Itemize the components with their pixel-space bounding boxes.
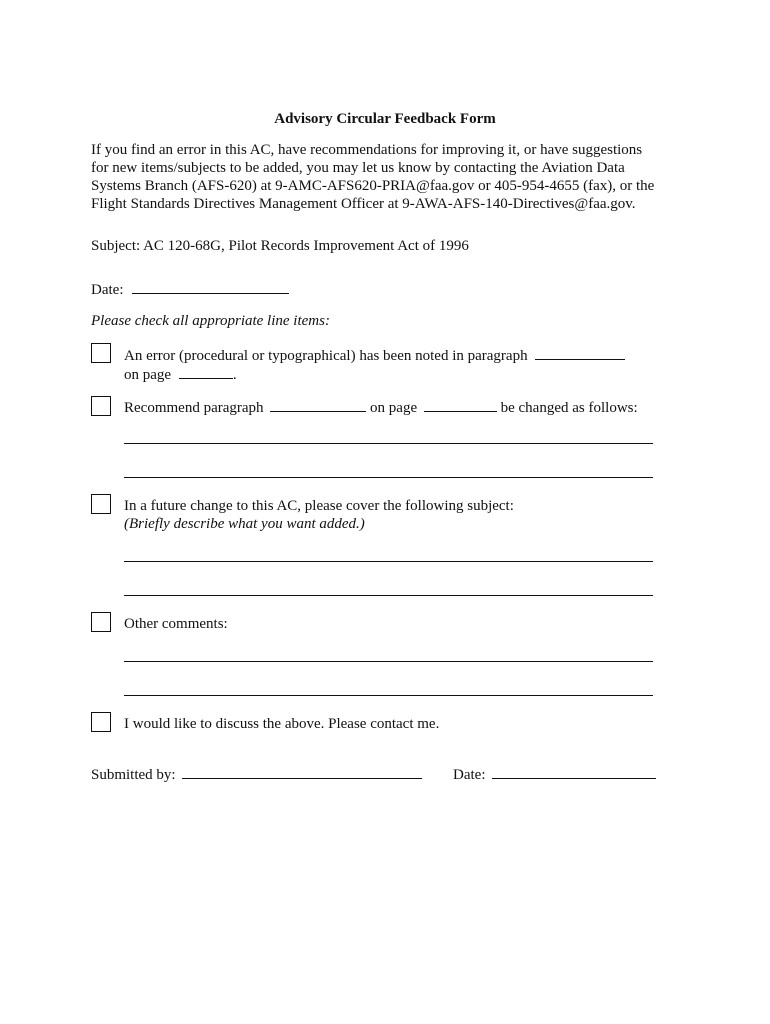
submitted-by-row bbox=[91, 764, 422, 784]
error-item-line1 bbox=[124, 345, 625, 365]
other-comments-line-2[interactable] bbox=[124, 695, 653, 696]
future-change-hint: (Briefly describe what you want added.) bbox=[124, 516, 365, 532]
recommend-item-line bbox=[124, 397, 638, 417]
recommend-change-text: be changed as follows: bbox=[500, 400, 638, 416]
recommend-page-field[interactable] bbox=[424, 397, 497, 412]
future-change-checkbox[interactable] bbox=[91, 494, 111, 514]
other-comments-label: Other comments: bbox=[124, 616, 228, 632]
recommend-answer-line-1[interactable] bbox=[124, 443, 653, 444]
form-title: Advisory Circular Feedback Form bbox=[274, 111, 496, 127]
submit-date-label: Date: bbox=[453, 767, 486, 783]
future-change-text: In a future change to this AC, please cover the following subject: bbox=[124, 498, 514, 514]
discuss-text: I would like to discuss the above. Please contact me. bbox=[124, 716, 440, 732]
date-field[interactable] bbox=[132, 279, 289, 294]
submit-date-row bbox=[453, 764, 656, 784]
recommend-paragraph-field[interactable] bbox=[270, 397, 366, 412]
intro-line: If you find an error in this AC, have recommendations for improving it, or have suggestions bbox=[91, 142, 643, 158]
error-page-field[interactable] bbox=[179, 364, 233, 379]
recommend-text: Recommend paragraph bbox=[124, 400, 264, 416]
error-item-text: An error (procedural or typographical) has been noted in paragraph bbox=[124, 348, 528, 364]
error-checkbox[interactable] bbox=[91, 343, 111, 363]
error-item-line2 bbox=[124, 364, 237, 384]
future-answer-line-2[interactable] bbox=[124, 595, 653, 596]
submitted-by-label: Submitted by: bbox=[91, 767, 176, 783]
date-label: Date: bbox=[91, 282, 124, 298]
instruction-text: Please check all appropriate line items: bbox=[91, 313, 330, 329]
error-paragraph-field[interactable] bbox=[535, 345, 625, 360]
subject-line: Subject: AC 120-68G, Pilot Records Improvement Act of 1996 bbox=[91, 238, 469, 254]
recommend-answer-line-2[interactable] bbox=[124, 477, 653, 478]
intro-paragraph bbox=[91, 141, 691, 213]
discuss-checkbox[interactable] bbox=[91, 712, 111, 732]
submit-date-field[interactable] bbox=[492, 764, 656, 779]
recommend-on-page-label: on page bbox=[370, 400, 418, 416]
intro-line: Flight Standards Directives Management Officer at 9-AWA-AFS-140-Directives@faa.gov. bbox=[91, 196, 636, 212]
error-period: . bbox=[232, 367, 237, 383]
other-comments-line-1[interactable] bbox=[124, 661, 653, 662]
intro-line: for new items/subjects to be added, you may let us know by contacting the Aviation Data bbox=[91, 160, 625, 176]
date-row bbox=[91, 279, 289, 299]
submitted-by-field[interactable] bbox=[182, 764, 422, 779]
recommend-checkbox[interactable] bbox=[91, 396, 111, 416]
error-on-page-label: on page bbox=[124, 367, 172, 383]
future-answer-line-1[interactable] bbox=[124, 561, 653, 562]
other-comments-checkbox[interactable] bbox=[91, 612, 111, 632]
intro-line: Systems Branch (AFS-620) at 9-AMC-AFS620-PRIA@faa.gov or 405-954-4655 (fax), or the bbox=[91, 178, 655, 194]
